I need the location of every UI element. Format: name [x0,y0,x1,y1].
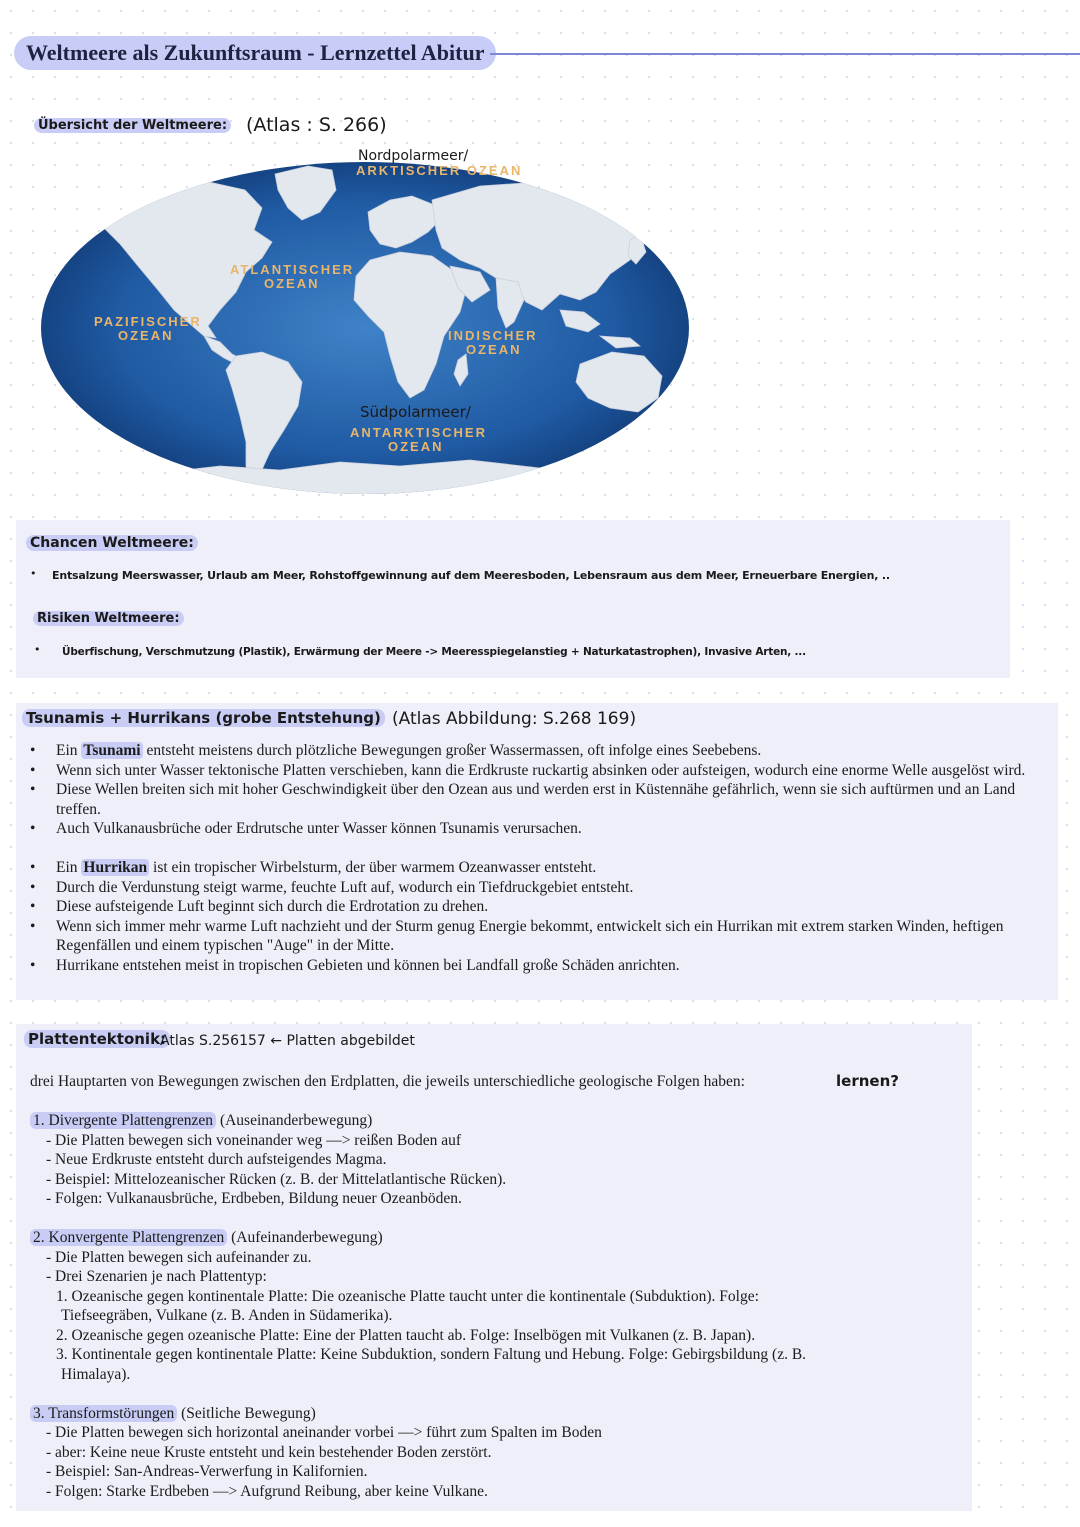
label-atlantic-1: ATLANTISCHER [230,262,355,277]
convergent-line: - Die Platten bewegen sich aufeinander zu. [46,1248,312,1266]
tsunami-heading: Tsunamis + Hurrikans (grobe Entstehung) [22,709,385,727]
tsunami-hurrikan-list [18,741,1048,975]
label-arctic: ARKTISCHER OZEAN [356,163,523,178]
label-indian-2: OZEAN [466,342,522,357]
list-item: • Auch Vulkanausbrüche oder Erdrutsche unter Wasser können Tsunamis verursachen. [18,819,1048,839]
list-item: • Wenn sich immer mehr warme Luft nachzieht und der Sturm genug Energie bekommt, entwickelt sich ein Hurrikan mit extrem starken Winden, heftigen Regenfällen und einem typischen "Auge" in der Mitte. [18,917,1048,956]
convergent-scenario: 3. Kontinentale gegen kontinentale Platte: Keine Subduktion, sondern Faltung und Hebung. Folge: Gebirgsbildung (z. B. [56,1346,807,1363]
list-item: • Diese Wellen breiten sich mit hoher Geschwindigkeit über den Ozean aus und werden erst in Küstennähe gefährlich, wenn sie sich auftürmen und an Land treffen. [18,780,1048,819]
transform-line: - Beispiel: San-Andreas-Verwerfung in Kalifornien. [46,1463,368,1480]
transform-line: - Die Platten bewegen sich horizontal aneinander vorbei —> führt zum Spalten im Boden [46,1424,602,1441]
list-item: • Wenn sich unter Wasser tektonische Platten verschieben, kann die Erdkruste ruckartig absinken oder aufsteigen, wodurch eine enorme Welle ausgelöst wird. [18,761,1048,781]
label-antarctic-1: ANTARKTISCHER [350,425,487,440]
label-atlantic-2: OZEAN [264,276,320,291]
convergent-scenario: 1. Ozeanische gegen kontinentale Platte: Die ozeanische Platte taucht unter die kontinentale (Subduktion). Folge: [56,1287,759,1305]
term-hurrikan: Hurrikan [83,859,148,876]
learn-note: lernen? [836,1072,899,1090]
list-item: • Ein Tsunami entsteht meistens durch plötzliche Bewegungen großer Wassermassen, oft infolge eines Seebebens. [18,741,1048,761]
convergent-scenario: Tiefseegräben, Vulkane (z. B. Anden in Südamerika). [61,1307,393,1324]
divergent-line: - Folgen: Vulkanausbrüche, Erdbeben, Bildung neuer Ozeanböden. [46,1190,462,1207]
label-indian-1: INDISCHER [448,328,538,343]
arctic-handwritten-note: Nordpolarmeer/ [358,148,469,164]
plates-content [30,1072,970,1501]
world-map [40,160,690,496]
transform-line: - aber: Keine neue Kruste entsteht und kein bestehender Boden zerstört. [46,1443,492,1461]
overview-heading: Übersicht der Weltmeere: [34,118,231,133]
chancen-bullet: • [30,567,37,580]
divergent-line: - Beispiel: Mittelozeanischer Rücken (z. B. der Mittelatlantische Rücken). [46,1170,507,1188]
divergent-line: - Neue Erdkruste entsteht durch aufsteigendes Magma. [46,1151,387,1168]
plates-heading: Plattentektonik: [24,1030,170,1048]
label-pacific-2: OZEAN [118,328,174,343]
page-title: Weltmeere als Zukunftsraum - Lernzettel Abitur [14,36,496,70]
tsunami-atlas-ref: (Atlas Abbildung: S.268 169) [392,709,637,729]
risiken-bullet: • [34,643,41,656]
chancen-text: Entsalzung Meerswasser, Urlaub am Meer, Rohstoffgewinnung auf dem Meeresboden, Lebensraum aus dem Meer, Erneuerbare Energien, .. [52,569,890,582]
land-new-zealand [668,410,680,438]
term-tsunami: Tsunami [83,742,141,759]
overview-atlas-ref: (Atlas : S. 266) [246,114,387,136]
label-antarctic-2: OZEAN [388,439,444,454]
list-item: • Ein Hurrikan ist ein tropischer Wirbelsturm, der über warmem Ozeanwasser entsteht. [18,858,1048,878]
list-item: • Durch die Verdunstung steigt warme, feuchte Luft auf, wodurch ein Tiefdruckgebiet entsteht. [18,878,1048,898]
transform-title: 3. Transformstörungen (Seitliche Bewegung) [30,1404,970,1424]
list-spacer [18,839,1048,859]
list-item: • Diese aufsteigende Luft beginnt sich durch die Erdrotation zu drehen. [18,897,1048,917]
convergent-title: 2. Konvergente Plattengrenzen (Aufeinanderbewegung) [30,1228,970,1248]
convergent-scenario: Himalaya). [61,1365,131,1383]
plates-atlas-ref: Atlas S.256157 ← Platten abgebildet [160,1033,415,1049]
antarctic-handwritten-note: Südpolarmeer/ [360,403,471,421]
convergent-line: - Drei Szenarien je nach Plattentyp: [46,1268,267,1285]
divergent-title: 1. Divergente Plattengrenzen (Auseinanderbewegung) [30,1111,970,1131]
transform-line: - Folgen: Starke Erdbeben —> Aufgrund Reibung, aber keine Vulkane. [46,1482,488,1500]
plates-intro: drei Hauptarten von Bewegungen zwischen den Erdplatten, die jeweils unterschiedliche geologische Folgen haben: [30,1073,745,1090]
list-item: • Hurrikane entstehen meist in tropischen Gebieten und können bei Landfall große Schäden anrichten. [18,956,1048,976]
label-pacific-1: PAZIFISCHER [94,314,202,329]
divergent-line: - Die Platten bewegen sich voneinander weg —> reißen Boden auf [46,1131,462,1149]
convergent-scenario: 2. Ozeanische gegen ozeanische Platte: Eine der Platten taucht ab. Folge: Inselbögen mit Vulkanen (z. B. Japan). [56,1326,756,1344]
chancen-heading: Chancen Weltmeere: [26,535,198,551]
risiken-text: Überfischung, Verschmutzung (Plastik), Erwärmung der Meere -> Meeresspiegelanstieg + Naturkatastrophen), Invasive Arten, ... [62,646,806,658]
title-divider [490,53,1080,55]
risiken-heading: Risiken Weltmeere: [33,611,184,626]
